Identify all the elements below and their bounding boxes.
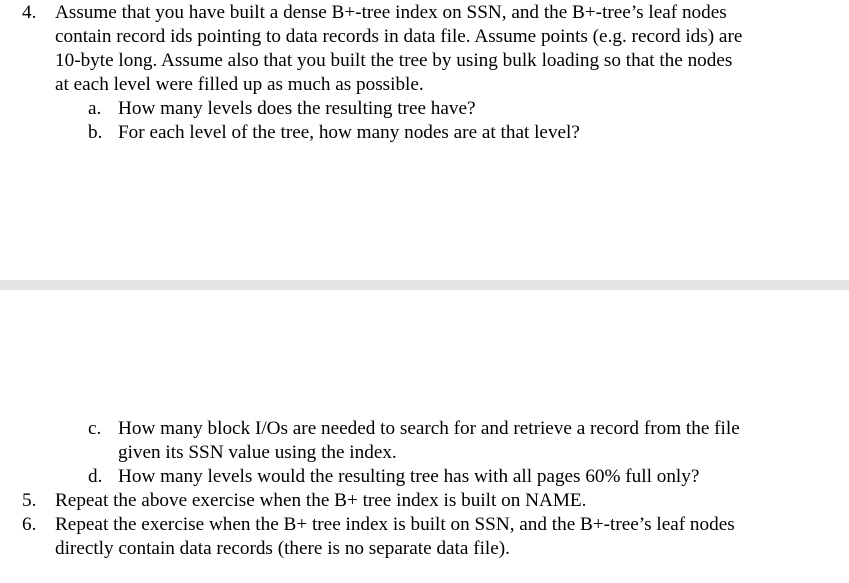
question-4-line-3: 10-byte long. Assume also that you built the tree by using bulk loading so that the nodes xyxy=(55,50,733,71)
part-a-label: a. xyxy=(88,98,102,119)
question-5-text: Repeat the above exercise when the B+ tree index is built on NAME. xyxy=(55,490,587,511)
part-c-label: c. xyxy=(88,418,102,439)
question-5-number: 5. xyxy=(22,490,37,511)
question-6-number: 6. xyxy=(22,514,37,535)
question-6-line-2: directly contain data records (there is no separate data file). xyxy=(55,538,510,559)
question-4-line-2: contain record ids pointing to data records in data file. Assume points (e.g. record ids) are xyxy=(55,26,743,47)
part-d-label: d. xyxy=(88,466,103,487)
question-4-number: 4. xyxy=(22,2,37,23)
page-break-divider xyxy=(0,280,849,290)
part-b-text: For each level of the tree, how many nodes are at that level? xyxy=(118,122,580,143)
question-4-line-4: at each level were filled up as much as possible. xyxy=(55,74,424,95)
question-4-line-1: Assume that you have built a dense B+-tree index on SSN, and the B+-tree’s leaf nodes xyxy=(55,2,727,23)
part-b-label: b. xyxy=(88,122,103,143)
part-d-text: How many levels would the resulting tree has with all pages 60% full only? xyxy=(118,466,700,487)
part-a-text: How many levels does the resulting tree have? xyxy=(118,98,476,119)
question-6-line-1: Repeat the exercise when the B+ tree index is built on SSN, and the B+-tree’s leaf nodes xyxy=(55,514,735,535)
part-c-text-line-1: How many block I/Os are needed to search for and retrieve a record from the file xyxy=(118,418,740,439)
part-c-text-line-2: given its SSN value using the index. xyxy=(118,442,397,463)
